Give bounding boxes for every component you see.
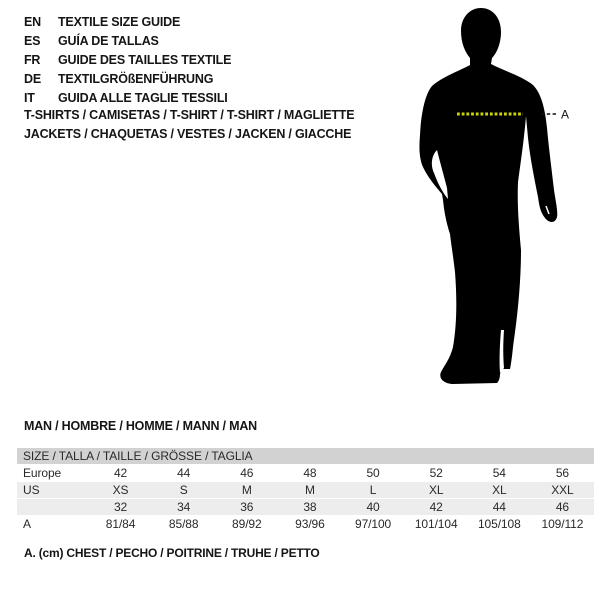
size-cell: 44 [468,499,531,516]
table-row-numeric [17,499,594,516]
size-cell: 56 [531,465,594,482]
size-cell: 36 [215,499,278,516]
language-row [24,51,231,70]
size-cell: 34 [152,499,215,516]
guide-title: TEXTILE SIZE GUIDE [58,15,181,29]
size-table-header: SIZE / TALLA / TAILLE / GRÖSSE / TAGLIA [17,448,594,465]
row-label: US [17,482,89,499]
category-jackets: JACKETS / CHAQUETAS / VESTES / JACKEN / GIACCHE [24,127,352,141]
size-table-header-row [17,448,594,465]
measurement-label-a: A [561,107,570,122]
size-cell: 89/92 [215,516,278,533]
guide-title: GUIDE DES TAILLES TEXTILE [58,53,232,67]
man-silhouette-shape [419,8,557,384]
size-cell: 54 [468,465,531,482]
man-silhouette-figure [408,0,598,395]
size-cell: 85/88 [152,516,215,533]
size-cell: 109/112 [531,516,594,533]
table-row-chest [17,516,594,533]
size-cell: 46 [215,465,278,482]
language-row [24,13,231,32]
size-cell: 44 [152,465,215,482]
language-row [24,32,231,51]
size-cell: 101/104 [405,516,468,533]
size-cell: 32 [89,499,152,516]
language-title-list [24,13,231,108]
size-cell: 38 [278,499,341,516]
footnote-chest: A. (cm) CHEST / PECHO / POITRINE / TRUHE / PETTO [24,546,320,560]
language-code: IT [24,91,35,105]
table-row-us [17,482,594,499]
size-cell: 42 [89,465,152,482]
size-cell: L [342,482,405,499]
size-cell: 50 [342,465,405,482]
size-cell: XL [405,482,468,499]
row-label: A [17,516,89,533]
language-code: DE [24,72,41,86]
language-code: FR [24,53,41,67]
size-cell: 40 [342,499,405,516]
size-cell: S [152,482,215,499]
size-cell: XXL [531,482,594,499]
size-cell: 42 [405,499,468,516]
size-cell: M [278,482,341,499]
size-table [17,448,594,532]
size-cell: 105/108 [468,516,531,533]
row-label [17,499,89,516]
category-tshirts: T-SHIRTS / CAMISETAS / T-SHIRT / T-SHIRT / MAGLIETTE [24,108,355,122]
size-cell: 81/84 [89,516,152,533]
size-cell: 93/96 [278,516,341,533]
guide-title: TEXTILGRÖßENFÜHRUNG [58,72,214,86]
garment-categories [24,106,354,144]
language-row [24,70,231,89]
man-silhouette-svg [408,0,598,395]
guide-title: GUIDA ALLE TAGLIE TESSILI [58,91,228,105]
row-label: Europe [17,465,89,482]
section-label-man: MAN / HOMBRE / HOMME / MANN / MAN [24,419,257,433]
size-cell: 97/100 [342,516,405,533]
size-cell: 52 [405,465,468,482]
size-cell: XS [89,482,152,499]
size-cell: M [215,482,278,499]
table-row-europe [17,465,594,482]
guide-title: GUÍA DE TALLAS [58,34,159,48]
size-cell: XL [468,482,531,499]
language-code: EN [24,15,41,29]
language-code: ES [24,34,41,48]
size-cell: 46 [531,499,594,516]
size-cell: 48 [278,465,341,482]
